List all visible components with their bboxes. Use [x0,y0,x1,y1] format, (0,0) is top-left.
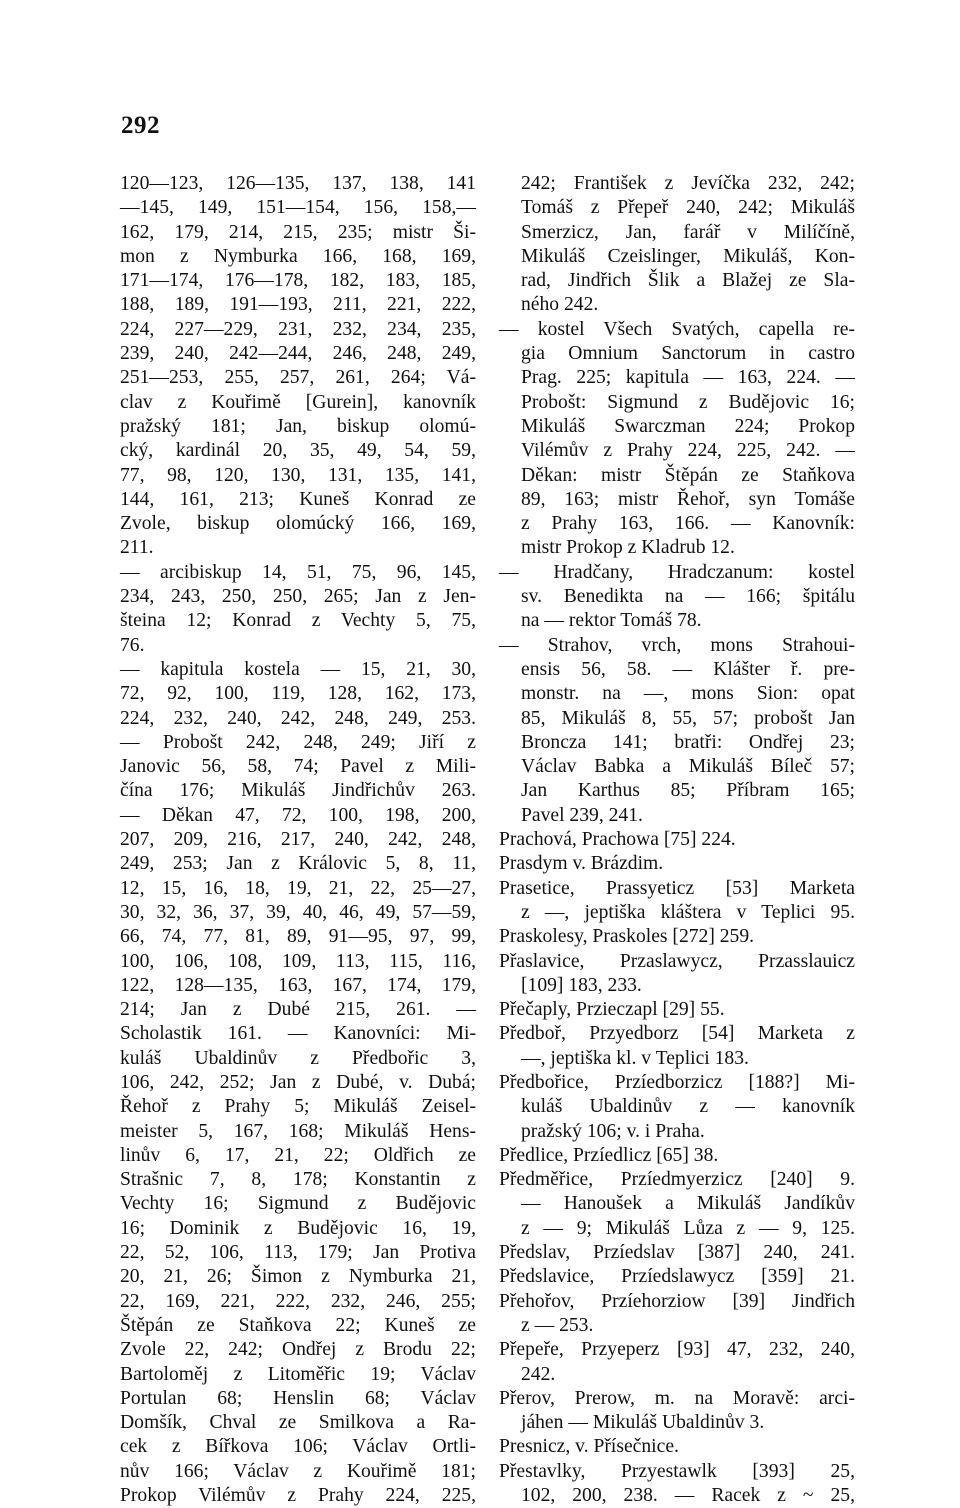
text-line: 211. [120,537,154,559]
text-line: Zvole 22, 242; Ondřej z Brodu 22; [120,1339,476,1361]
text-line: ensis 56, 58. — Klášter ř. pre- [521,658,855,680]
text-line: Vilémův z Prahy 224, 225, 242. — [521,440,855,462]
text-line: —, jeptiška kl. v Teplici 183. [521,1047,749,1069]
text-line: z Prahy 163, 166. — Kanovník: [521,513,855,535]
text-line: pražský 106; v. i Praha. [521,1120,705,1142]
text-line: 120—123, 126—135, 137, 138, 141 [120,173,476,194]
text-line: pražský 181; Jan, biskup olomú- [120,415,476,437]
text-line: na — rektor Tomáš 78. [521,610,702,632]
text-line: 251—253, 255, 257, 261, 264; Vá- [120,367,476,389]
text-line: 102, 200, 238. — Racek z ~ 25, [521,1485,855,1507]
text-line: monstr. na —, mons Sion: opat [521,683,855,705]
text-line: Předlice, Przíedlicz [65] 38. [499,1144,719,1166]
text-line: Portulan 68; Henslin 68; Václav [120,1387,476,1409]
text-line: Přehořov, Przíehorziow [39] Jindřich [499,1290,855,1312]
text-line: Pavel 239, 241. [521,804,643,826]
text-line: 16; Dominik z Budějovic 16, 19, [120,1217,476,1239]
text-line: 162, 179, 214, 215, 235; mistr Ši- [120,221,476,243]
text-line: Scholastik 161. — Kanovníci: Mi- [120,1023,476,1045]
text-line: Presnicz, v. Přísečnice. [499,1436,679,1458]
text-line: z —, jeptiška kláštera v Teplici 95. [521,901,855,923]
text-line: Prachová, Prachowa [75] 224. [499,829,736,851]
text-line: — kostel Všech Svatých, capella re- [499,318,855,340]
text-line: Předměřice, Przíedmyerzicz [240] 9. [499,1169,855,1191]
text-line: 214; Jan z Dubé 215, 261. — [120,999,476,1021]
text-line: z — 253. [521,1314,594,1336]
text-line: 66, 74, 77, 81, 89, 91—95, 97, 99, [120,926,476,948]
text-line: Štěpán ze Staňkova 22; Kuneš ze [120,1314,476,1336]
text-line: Mikuláš Swarczman 224; Prokop [521,415,855,437]
text-line: čína 176; Mikuláš Jindřichův 263. [120,780,476,802]
text-line: Předslav, Przíedslav [387] 240, 241. [499,1242,855,1264]
text-line: 22, 52, 106, 113, 179; Jan Protiva [120,1242,476,1264]
text-line: mon z Nymburka 166, 168, 169, [120,245,476,267]
text-line: Praskolesy, Praskoles [272] 259. [499,926,755,948]
left-column [120,172,476,1508]
text-line: Václav Babka a Mikuláš Bíleč 57; [521,756,855,778]
text-line: Děkan: mistr Štěpán ze Staňkova [521,464,855,486]
text-line: Předslavice, Przíedslawycz [359] 21. [499,1266,855,1288]
text-line: Domšík, Chval ze Smilkova a Ra- [120,1412,476,1434]
text-line: 188, 189, 191—193, 211, 221, 222, [120,294,476,316]
text-line: jáhen — Mikuláš Ubaldinův 3. [521,1412,765,1434]
text-line: 89, 163; mistr Řehoř, syn Tomáše [521,488,855,510]
text-line: šteina 12; Konrad z Vechty 5, 75, [120,610,476,632]
text-line: — Probošt 242, 248, 249; Jiří z [120,731,476,753]
page-number: 292 [121,112,160,139]
text-line: Přečaply, Przieczapl [29] 55. [499,999,725,1021]
text-line: — Hradčany, Hradczanum: kostel [499,561,855,583]
text-line: 242. [521,1363,556,1385]
text-line: — Děkan 47, 72, 100, 198, 200, [120,804,476,826]
text-line: Probošt: Sigmund z Budějovic 16; [521,391,855,413]
text-line: Přaslavice, Przaslawycz, Przasslauicz [499,950,855,972]
text-line: Přepeře, Przyeperz [93] 47, 232, 240, [499,1339,855,1361]
text-line: cký, kardinál 20, 35, 49, 54, 59, [120,440,476,462]
text-line: 77, 98, 120, 130, 131, 135, 141, [120,464,476,486]
text-line: Jan Karthus 85; Příbram 165; [521,780,855,802]
text-line: Předbořice, Przíedborzicz [188?] Mi- [499,1071,855,1093]
text-line: Zvole, biskup olomúcký 166, 169, [120,513,476,535]
text-line: cek z Bířkova 106; Václav Ortli- [120,1436,476,1458]
text-line: Strašnic 7, 8, 178; Konstantin z [120,1169,476,1191]
text-line: 207, 209, 216, 217, 240, 242, 248, [120,829,476,851]
text-line: 224, 227—229, 231, 232, 234, 235, [120,318,476,340]
text-line: Prokop Vilémův z Prahy 224, 225, [120,1485,476,1507]
text-line: 20, 21, 26; Šimon z Nymburka 21, [120,1266,476,1288]
text-line: 239, 240, 242—244, 246, 248, 249, [120,343,476,365]
text-line: 144, 161, 213; Kuneš Konrad ze [120,488,476,510]
text-line: Prasdym v. Brázdim. [499,853,664,875]
text-line: — Hanoušek a Mikuláš Jandíkův [521,1193,855,1215]
text-line: gia Omnium Sanctorum in castro [521,343,855,365]
text-line: 30, 32, 36, 37, 39, 40, 46, 49, 57—59, [120,901,476,923]
text-line: Předboř, Przyedborz [54] Marketa z [499,1023,855,1045]
text-line: kuláš Ubaldinův z — kanovník [521,1096,855,1118]
text-line: mistr Prokop z Kladrub 12. [521,537,735,559]
text-line: nův 166; Václav z Kouřimě 181; [120,1460,476,1482]
text-line: 100, 106, 108, 109, 113, 115, 116, [120,950,476,972]
text-line: [109] 183, 233. [521,974,642,996]
text-line: 242; František z Jevíčka 232, 242; [521,173,855,194]
text-line: Tomáš z Přepeř 240, 242; Mikuláš [521,197,855,219]
text-line: 12, 15, 16, 18, 19, 21, 22, 25—27, [120,877,476,899]
text-line: 171—174, 176—178, 182, 183, 185, [120,270,476,292]
text-line: Prasetice, Prassyeticz [53] Marketa [499,877,855,899]
text-line: 72, 92, 100, 119, 128, 162, 173, [120,683,476,705]
text-line: Prag. 225; kapitula — 163, 224. — [521,367,855,389]
text-line: sv. Benedikta na — 166; špitálu [521,586,855,608]
text-line: Broncza 141; bratři: Ondřej 23; [521,731,855,753]
text-line: 122, 128—135, 163, 167, 174, 179, [120,974,476,996]
right-column [499,172,855,1508]
text-line: meister 5, 167, 168; Mikuláš Hens- [120,1120,476,1142]
text-line: kuláš Ubaldinův z Předbořic 3, [120,1047,476,1069]
text-line: z — 9; Mikuláš Lůza z — 9, 125. [521,1217,855,1239]
text-line: 76. [120,634,145,656]
text-line: Smerzicz, Jan, farář v Milíčíně, [521,221,855,243]
text-line: — kapitula kostela — 15, 21, 30, [120,658,476,680]
text-line: Bartoloměj z Litoměřic 19; Václav [120,1363,476,1385]
text-line: 249, 253; Jan z Královic 5, 8, 11, [120,853,476,875]
text-line: 224, 232, 240, 242, 248, 249, 253. [120,707,476,729]
text-line: clav z Kouřimě [Gurein], kanovník [120,391,476,413]
text-line: Přestavlky, Przyestawlk [393] 25, [499,1460,855,1482]
text-line: 22, 169, 221, 222, 232, 246, 255; [120,1290,476,1312]
text-line: 234, 243, 250, 250, 265; Jan z Jen- [120,586,476,608]
text-line: 106, 242, 252; Jan z Dubé, v. Dubá; [120,1071,476,1093]
text-line: rad, Jindřich Šlik a Blažej ze Sla- [521,270,855,292]
text-line: Janovic 56, 58, 74; Pavel z Mili- [120,756,476,778]
text-line: Vechty 16; Sigmund z Budějovic [120,1193,476,1215]
text-line: — Strahov, vrch, mons Strahoui- [499,634,855,656]
text-line: linův 6, 17, 21, 22; Oldřich ze [120,1144,476,1166]
text-line: — arcibiskup 14, 51, 75, 96, 145, [120,561,476,583]
text-line: ného 242. [521,294,599,316]
text-line: Řehoř z Prahy 5; Mikuláš Zeisel- [120,1096,476,1118]
text-line: 85, Mikuláš 8, 55, 57; probošt Jan [521,707,855,729]
text-line: Přerov, Prerow, m. na Moravě: arci- [499,1387,855,1409]
text-line: —145, 149, 151—154, 156, 158,— [120,197,476,219]
text-line: Mikuláš Czeislinger, Mikuláš, Kon- [521,245,855,267]
